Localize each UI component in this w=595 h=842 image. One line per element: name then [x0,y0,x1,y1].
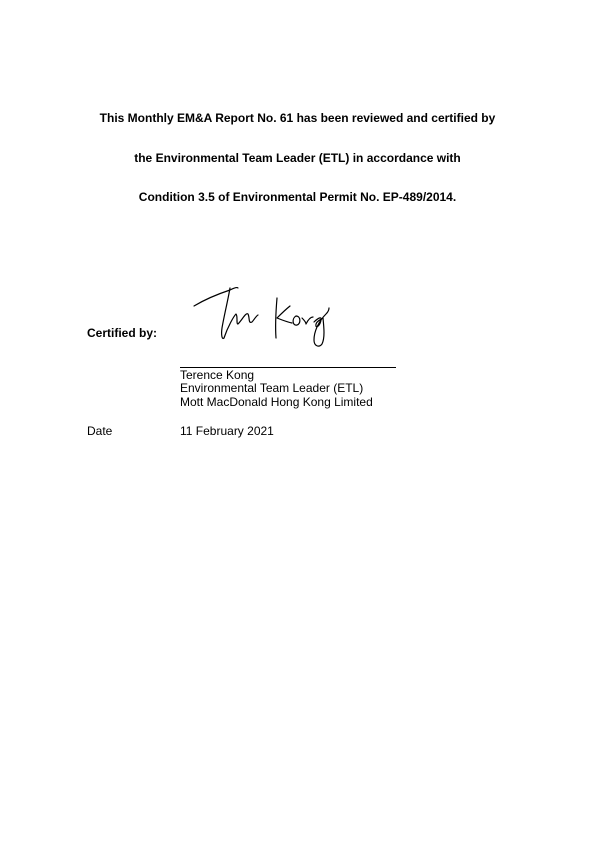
statement-line-3: Condition 3.5 of Environmental Permit No. EP-489/2014. [138,190,457,204]
handwritten-signature [190,280,335,350]
date-value: 11 February 2021 [180,424,274,438]
signer-title: Environmental Team Leader (ETL) [180,381,364,395]
date-label: Date [87,424,113,438]
signer-name: Terence Kong [180,368,255,382]
statement-line-1: This Monthly EM&A Report No. 61 has been reviewed and certified by [99,111,496,125]
signer-company: Mott MacDonald Hong Kong Limited [180,395,373,409]
statement-line-2: the Environmental Team Leader (ETL) in accordance with [134,151,461,165]
certified-by-label: Certified by: [87,326,158,340]
